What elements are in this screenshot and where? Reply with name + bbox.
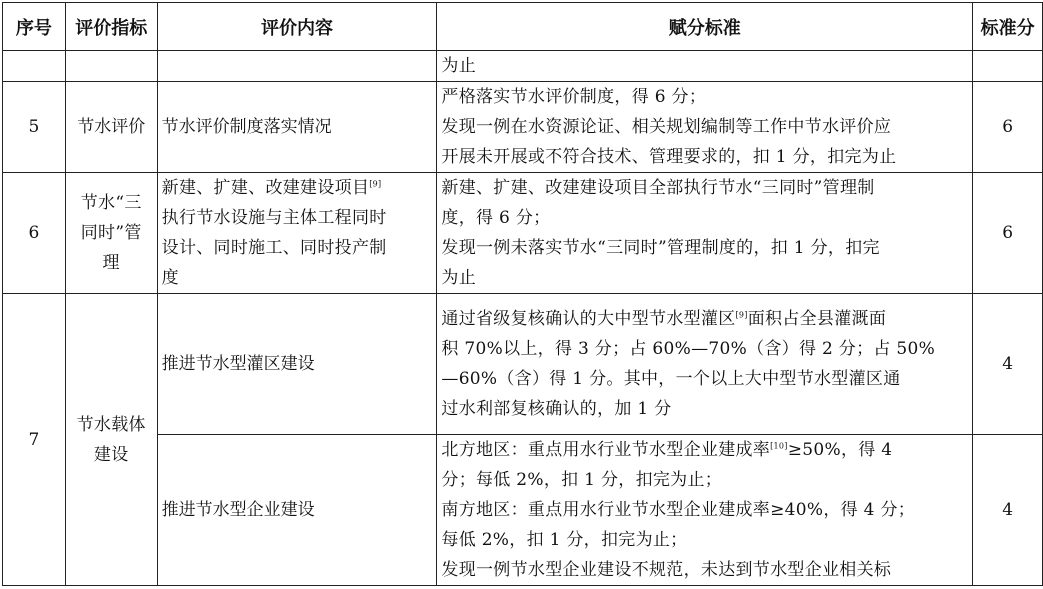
table-row-continued — [3, 51, 1043, 82]
content-line: 设计、同时施工、同时投产制 — [161, 238, 387, 258]
criteria-text: 面积占全县灌溉面 — [747, 309, 887, 329]
cell-score-7a: 4 — [973, 294, 1043, 435]
header-score: 标准分 — [973, 3, 1043, 51]
cell-content-6 — [157, 173, 437, 294]
cell-indicator-7 — [65, 294, 157, 586]
footnote-ref: [10] — [770, 441, 788, 451]
criteria-line: 发现一例未落实节水“三同时”管理制度的，扣 1 分，扣完 — [441, 238, 880, 258]
cell-indicator-6 — [65, 173, 157, 294]
cell-content-7a: 推进节水型灌区建设 — [157, 294, 437, 435]
criteria-line — [441, 304, 968, 334]
cell-criteria-6 — [437, 173, 973, 294]
indicator-line: 建设 — [93, 444, 129, 465]
criteria-line: 新建、扩建、改建建设项目全部执行节水“三同时”管理制 — [441, 178, 875, 198]
criteria-text: 北方地区：重点用水行业节水型企业建成率 — [441, 440, 771, 460]
cell-seq-5: 5 — [3, 82, 66, 173]
table-row-7a — [3, 294, 1043, 435]
cell-indicator-empty — [65, 51, 157, 82]
content-line — [162, 173, 433, 203]
content-line: 度 — [161, 268, 179, 288]
footnote-ref: [9] — [369, 179, 382, 189]
cell-indicator-5: 节水评价 — [65, 82, 157, 173]
criteria-line: 度，得 6 分； — [441, 208, 551, 228]
cell-content-7b: 推进节水型企业建设 — [157, 435, 437, 586]
criteria-text: 通过省级复核确认的大中型节水型灌区 — [441, 309, 736, 329]
indicator-line: 节水“三 — [80, 193, 142, 213]
criteria-line: 为止 — [441, 268, 476, 288]
cell-criteria-continued — [437, 51, 973, 82]
criteria-line: 严格落实节水评价制度，得 6 分； — [441, 87, 707, 107]
evaluation-table — [2, 2, 1043, 586]
cell-seq-6: 6 — [3, 173, 66, 294]
cell-score-empty — [973, 51, 1043, 82]
table-row-7b — [3, 435, 1043, 586]
cell-criteria-7b — [437, 435, 973, 586]
criteria-line: 开展未开展或不符合技术、管理要求的，扣 1 分，扣完为止 — [441, 147, 897, 167]
header-indicator: 评价指标 — [65, 3, 157, 51]
content-text: 新建、扩建、改建建设项目 — [161, 178, 370, 198]
table-row-5 — [3, 82, 1043, 173]
cell-seq-7: 7 — [3, 294, 66, 586]
cell-score-5: 6 — [973, 82, 1043, 173]
criteria-line: 每低 2%，扣 1 分，扣完为止； — [441, 530, 688, 550]
cell-content-empty — [157, 51, 437, 82]
criteria-text: ≥50%，得 4 — [787, 440, 893, 460]
criteria-line: 为止 — [441, 56, 476, 76]
criteria-line: 过水利部复核确认的，加 1 分 — [441, 399, 672, 419]
criteria-line: 积 70%以上，得 3 分；占 60%—70%（含）得 2 分；占 50% — [441, 339, 936, 359]
header-seq: 序号 — [3, 3, 66, 51]
indicator-line: 同时”管 — [80, 223, 142, 243]
criteria-line: 发现一例节水型企业建设不规范，未达到节水型企业相关标 — [441, 560, 892, 580]
criteria-line: 分；每低 2%，扣 1 分，扣完为止； — [441, 470, 723, 490]
header-criteria: 赋分标准 — [437, 3, 973, 51]
header-content: 评价内容 — [157, 3, 437, 51]
cell-score-6: 6 — [973, 173, 1043, 294]
criteria-line: 南方地区：重点用水行业节水型企业建成率≥40%，得 4 分； — [441, 500, 916, 520]
footnote-ref: [9] — [735, 310, 748, 320]
cell-seq-empty — [3, 51, 66, 82]
content-line: 执行节水设施与主体工程同时 — [161, 208, 387, 228]
criteria-line: —60%（含）得 1 分。其中，一个以上大中型节水型灌区通 — [441, 369, 901, 389]
indicator-line: 节水载体 — [76, 414, 146, 435]
table-row-6 — [3, 173, 1043, 294]
criteria-line: 发现一例在水资源论证、相关规划编制等工作中节水评价应 — [441, 117, 892, 137]
indicator-line: 理 — [102, 253, 120, 273]
header-row — [3, 3, 1043, 51]
cell-content-5: 节水评价制度落实情况 — [157, 82, 437, 173]
cell-criteria-7a — [437, 294, 973, 435]
cell-criteria-5 — [437, 82, 973, 173]
criteria-line — [441, 435, 968, 465]
cell-score-7b: 4 — [973, 435, 1043, 586]
